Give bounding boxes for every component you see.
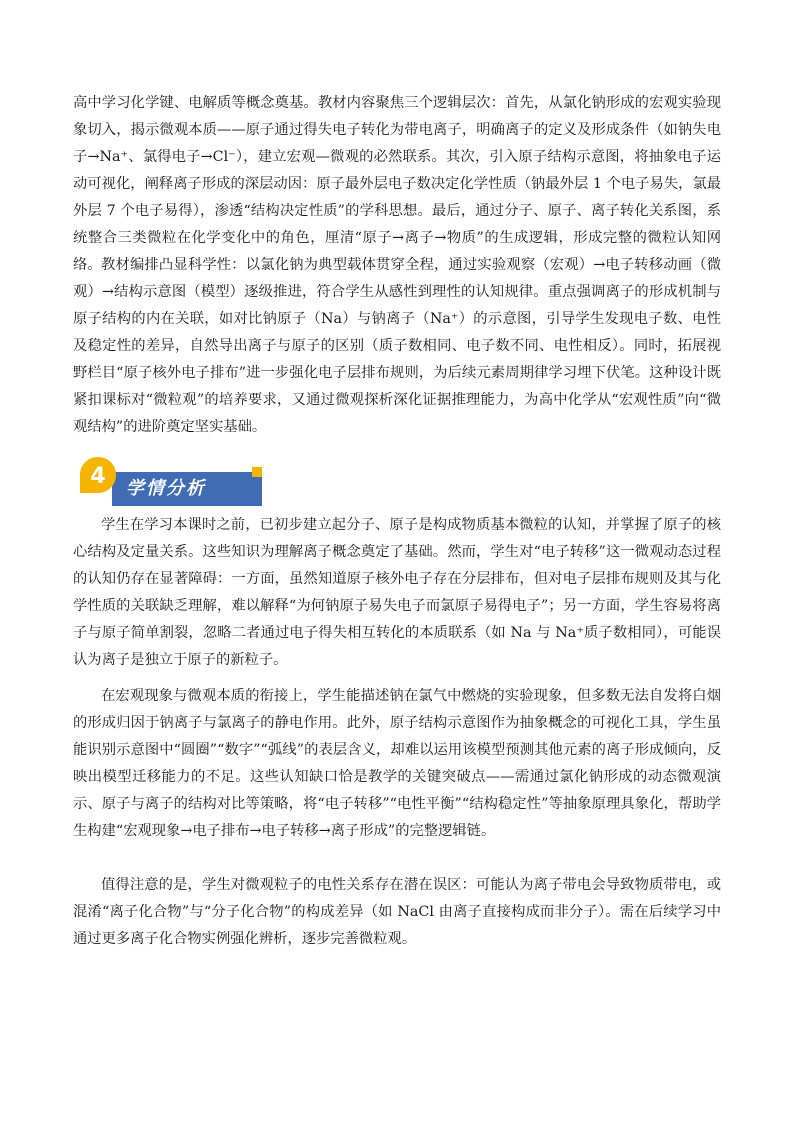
paragraph-student-prior-knowledge: 学生在学习本课时之前，已初步建立起分子、原子是构成物质基本微粒的认知，并掌握了原子的核心结构及定量关系。这些知识为理解离子概念奠定了基础。然而，学生对“电子转移”这一微观动态过程的认知仍存在显著障碍：一方面，虽然知道原子核外电子存在分层排布，但对电子层排布规则及其与化学性质的关联缺乏理解，难以解释“为何钠原子易失电子而氯原子易得电子”；另一方面，学生容易将离子与原子简单割裂，忽略二者通过电子得失相互转化的本质联系（如 Na 与 Na⁺质子数相同），可能误认为离子是独立于原子的新粒子。 [73,517,721,668]
section-title: 学情分析 [126,478,206,499]
paragraph-textbook-analysis-continued: 高中学习化学键、电解质等概念奠基。教材内容聚焦三个逻辑层次：首先，从氯化钠形成的宏观实验现象切入，揭示微观本质——原子通过得失电子转化为带电离子，明确离子的定义及形成条件（如钠失电子→Na⁺、氯得电子→Cl⁻），建立宏观—微观的必然联系。其次，引入原子结构示意图，将抽象电子运动可视化，阐释离子形成的深层动因：原子最外层电子数决定化学性质（钠最外层 1 个电子易失，氯最外层 7 个电子易得），渗透“结构决定性质”的学科思想。最后，通过分子、原子、离子转化关系图，系统整合三类微粒在化学变化中的角色，厘清“原子→离子→物质”的生成逻辑，形成完整的微粒认知网络。 [73,95,721,273]
section-number-badge-icon [78,455,118,495]
paragraph-macro-micro-gap: 在宏观现象与微观本质的衔接上，学生能描述钠在氯气中燃烧的实验现象，但多数无法自发将白烟的形成归因于钠离子与氯离子的静电作用。此外，原子结构示意图作为抽象概念的可视化工具，学生虽能识别示意图中“圆圈”“数字”“弧线”的表层含义，却难以运用该模型预测其他元素的离子形成倾向，反映出模型迁移能力的不足。这些认知缺口恰是教学的关键突破点——需通过氯化钠形成的动态微观演示、原子与离子的结构对比等策略，将“电子转移”“电性平衡”“结构稳定性”等抽象原理具象化，帮助学生构建“宏观现象→电子排布→电子转移→离子形成”的完整逻辑链。 [73,688,721,839]
section-header [78,455,268,507]
section-accent-square [252,467,262,477]
paragraph-misconceptions: 值得注意的是，学生对微观粒子的电性关系存在潜在误区：可能认为离子带电会导致物质带电，或混淆“离子化合物”与“分子化合物”的构成差异（如 NaCl 由离子直接构成而非分子）。需在后续学习中通过更多离子化合物实例强化辨析，逐步完善微粒观。 [73,877,721,947]
section-number: 4 [90,464,106,489]
paragraph-textbook-arrangement: 教材编排凸显科学性：以氯化钠为典型载体贯穿全程，通过实验观察（宏观）→电子转移动画（微观）→结构示意图（模型）逐级推进，符合学生从感性到理性的认知规律。重点强调离子的形成机制与原子结构的内在关联，如对比钠原子（Na）与钠离子（Na⁺）的示意图，引导学生发现电子数、电性及稳定性的差异，自然导出离子与原子的区别（质子数相同、电子数不同、电性相反）。同时，拓展视野栏目“原子核外电子排布”进一步强化电子层排布规则，为后续元素周期律学习埋下伏笔。这种设计既紧扣课标对“微粒观”的培养要求，又通过微观探析深化证据推理能力，为高中化学从“宏观性质”向“微观结构”的进阶奠定坚实基础。 [73,257,721,435]
